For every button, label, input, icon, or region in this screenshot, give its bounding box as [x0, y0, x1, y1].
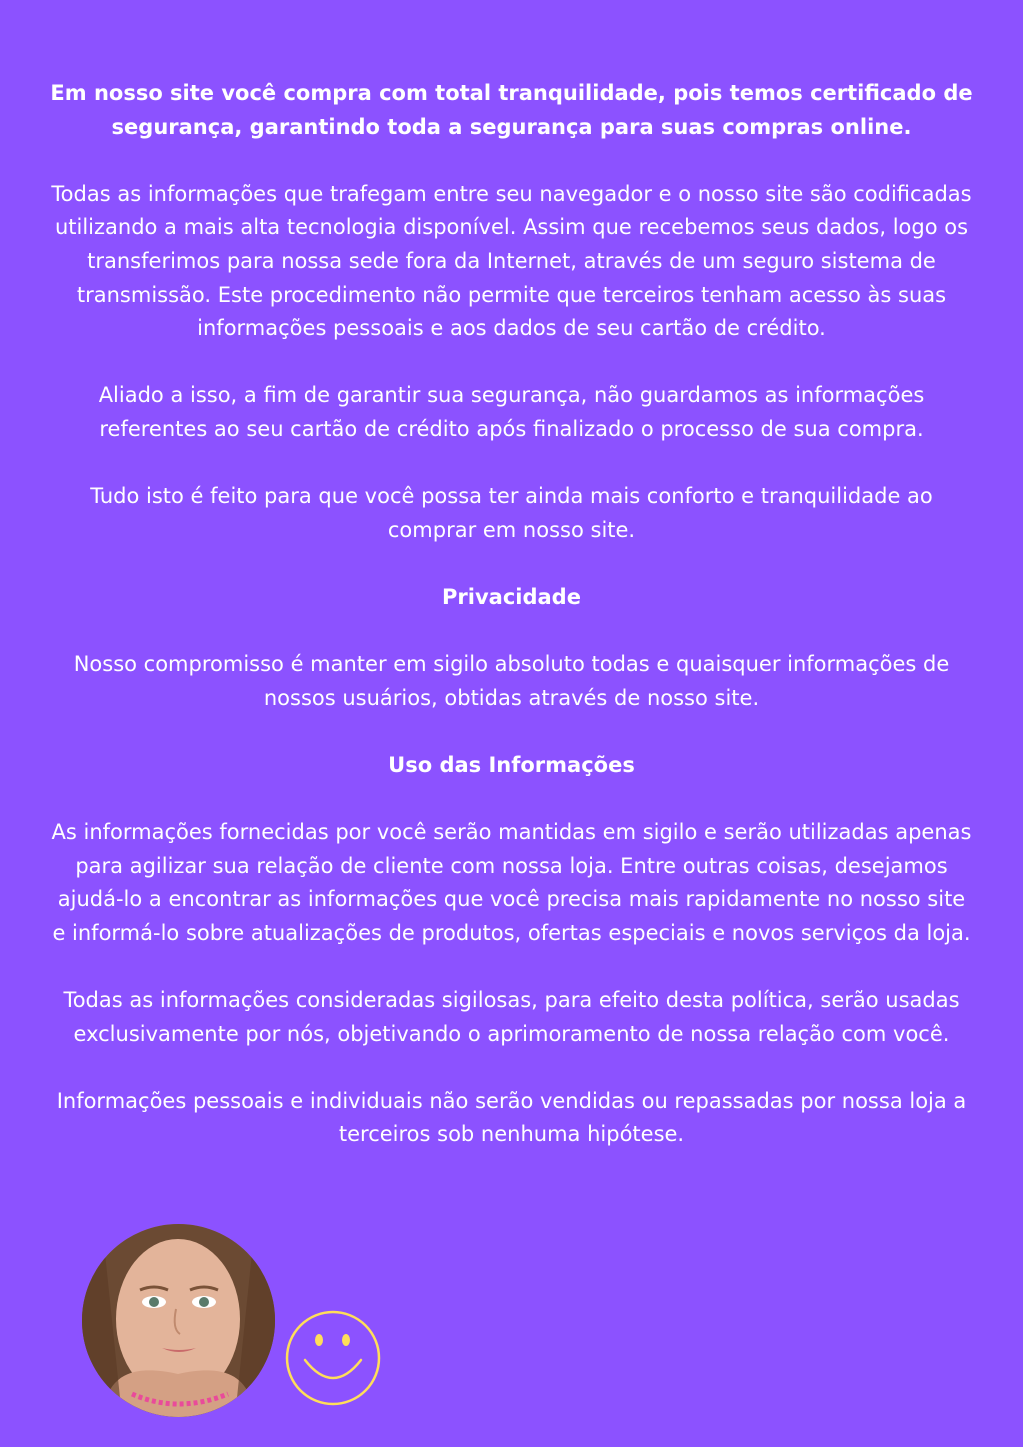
profile-photo [82, 1224, 275, 1417]
policy-content [50, 77, 973, 1152]
usage-paragraph-1: As informações fornecidas por você serão mantidas em sigilo e serão utilizadas apenas para agilizar sua relação de cliente com nossa loja. Entre outras coisas, desejamos ajudá-lo a encontrar as informações que você precisa mais rapidamente no nosso site e informá-lo sobre atualizações de produtos, ofertas especiais e novos serviços da loja. [51, 820, 972, 945]
smiley-face-icon [283, 1308, 383, 1408]
security-paragraph-3: Tudo isto é feito para que você possa ter ainda mais conforto e tranquilidade ao comprar em nosso site. [90, 484, 933, 542]
usage-heading: Uso das Informações [388, 752, 635, 777]
usage-paragraph-2: Todas as informações consideradas sigilosas, para efeito desta política, serão usadas exclusivamente por nós, objetivando o aprimoramento de nossa relação com você. [63, 988, 960, 1046]
privacy-heading: Privacidade [442, 584, 581, 609]
privacy-text: Nosso compromisso é manter em sigilo absoluto todas e quaisquer informações de nossos usuários, obtidas através de nosso site. [73, 652, 950, 710]
usage-paragraph-3: Informações pessoais e individuais não serão vendidas ou repassadas por nossa loja a terceiros sob nenhuma hipótese. [56, 1088, 967, 1147]
portrait-illustration [82, 1224, 275, 1417]
security-paragraph-2: Aliado a isso, a fim de garantir sua segurança, não guardamos as informações referentes ao seu cartão de crédito após finalizado o processo de sua compra. [98, 383, 925, 441]
intro-text: Em nosso site você compra com total tranquilidade, pois temos certificado de segurança, garantindo toda a segurança para suas compras online. [50, 81, 973, 139]
security-paragraph-1: Todas as informações que trafegam entre seu navegador e o nosso site são codificadas utilizando a mais alta tecnologia disponível. Assim que recebemos seus dados, logo os transferimos para nossa sede fora da Internet, através de um seguro sistema de transmissão. Este procedimento não permite que terceiros tenham acesso às suas informações pessoais e aos dados de seu cartão de crédito. [51, 181, 972, 341]
